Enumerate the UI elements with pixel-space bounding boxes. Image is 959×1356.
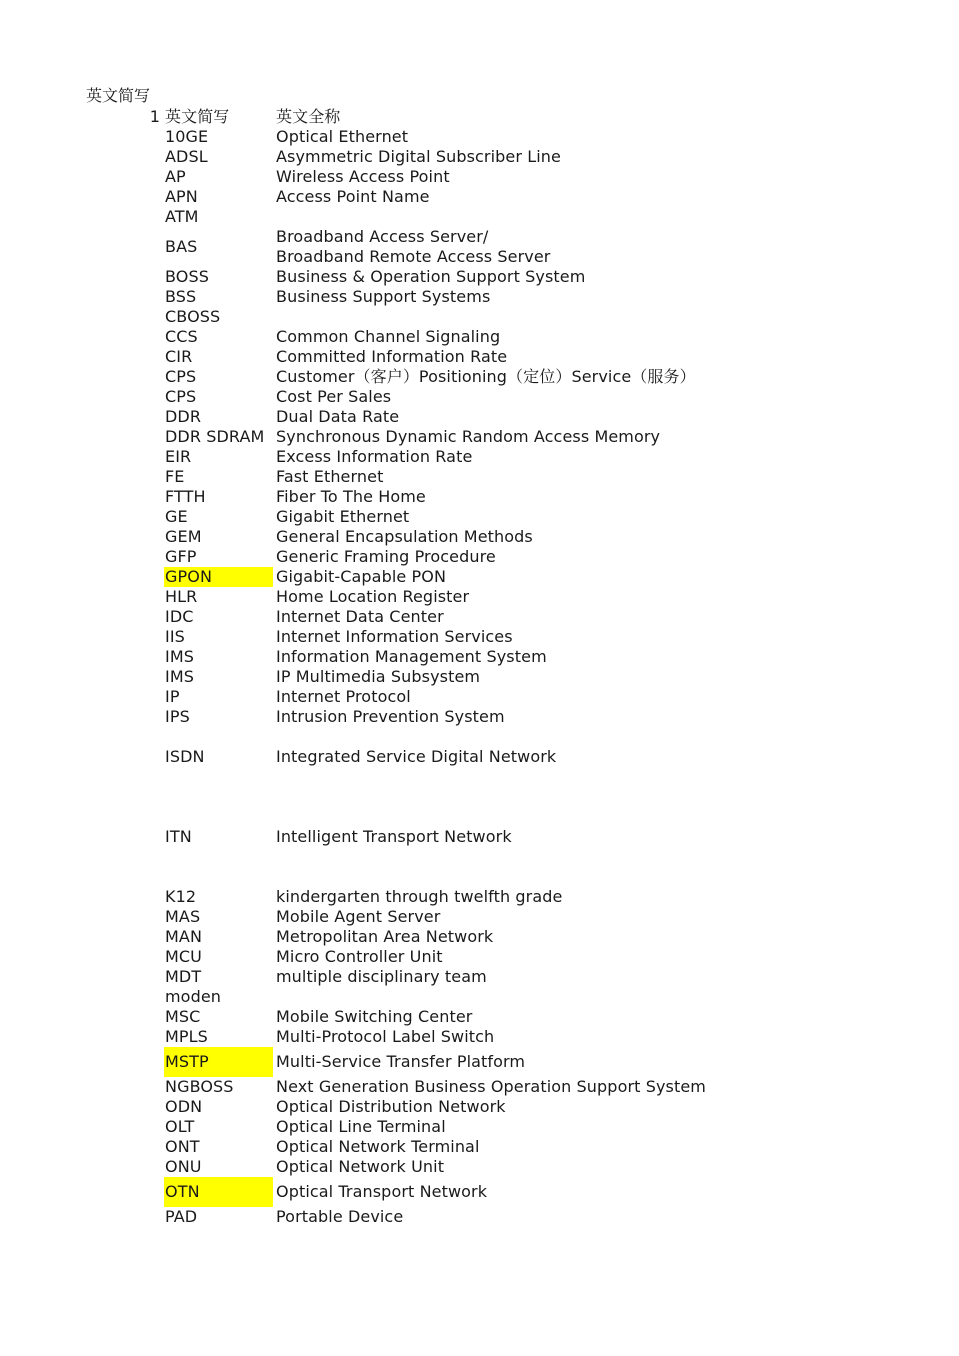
table-row	[140, 327, 920, 347]
full-name-cell	[276, 467, 920, 487]
full-name-line: Internet Data Center	[276, 607, 444, 626]
full-name-cell	[276, 1007, 920, 1027]
table-row	[140, 647, 920, 667]
full-name-cell	[276, 1182, 920, 1202]
abbr-cell: IDC	[165, 607, 194, 626]
abbr-cell: CPS	[165, 367, 197, 386]
full-name-cell	[276, 827, 920, 847]
table-row	[140, 1207, 920, 1227]
abbr-cell: ATM	[165, 207, 199, 226]
full-name-cell	[276, 547, 920, 567]
table-row	[140, 967, 920, 987]
abbr-cell: APN	[165, 187, 198, 206]
full-name-line: Internet Information Services	[276, 627, 513, 646]
table-row	[140, 607, 920, 627]
table-row	[140, 667, 920, 687]
full-name-cell	[276, 927, 920, 947]
abbr-cell: DDR	[165, 407, 202, 426]
header-full: 英文全称	[276, 107, 341, 126]
full-name-line: Optical Network Unit	[276, 1157, 445, 1176]
full-name-line: Portable Device	[276, 1207, 404, 1226]
full-name-line: Multi-Service Transfer Platform	[276, 1052, 526, 1071]
full-name-line: Business & Operation Support System	[276, 267, 586, 286]
full-name-line: Broadband Access Server/	[276, 227, 489, 246]
full-name-cell	[276, 427, 920, 447]
full-name-cell	[276, 487, 920, 507]
full-name-line: Internet Protocol	[276, 687, 411, 706]
abbr-cell: ADSL	[165, 147, 208, 166]
table-row	[140, 187, 920, 207]
table-row	[140, 687, 920, 707]
full-name-cell	[276, 147, 920, 167]
full-name-line: Optical Line Terminal	[276, 1117, 446, 1136]
table-row	[140, 527, 920, 547]
full-name-line: Integrated Service Digital Network	[276, 747, 557, 766]
abbr-cell: CBOSS	[165, 307, 221, 326]
full-name-line: Synchronous Dynamic Random Access Memory	[276, 427, 661, 446]
table-body	[140, 127, 920, 1227]
full-name-line: Generic Framing Procedure	[276, 547, 496, 566]
table-row	[140, 1097, 920, 1117]
table-row	[140, 307, 920, 327]
table-row	[140, 467, 920, 487]
full-name-cell	[276, 527, 920, 547]
table-row	[140, 1157, 920, 1177]
full-name-line: Gigabit-Capable PON	[276, 567, 447, 586]
full-name-cell	[276, 127, 920, 147]
abbr-cell: ISDN	[165, 747, 205, 766]
table-row	[140, 1047, 920, 1077]
abbr-cell: MAS	[165, 907, 201, 926]
full-name-line: Asymmetric Digital Subscriber Line	[276, 147, 561, 166]
table-row	[140, 887, 920, 907]
full-name-cell	[276, 567, 920, 587]
full-name-line: Access Point Name	[276, 187, 430, 206]
full-name-cell	[276, 407, 920, 427]
full-name-line: Fast Ethernet	[276, 467, 384, 486]
table-row	[140, 587, 920, 607]
abbr-cell: CPS	[165, 387, 197, 406]
table-row	[140, 207, 920, 227]
document-title: 英文简写	[86, 86, 151, 105]
abbr-cell: 10GE	[165, 127, 209, 146]
table-row	[140, 947, 920, 967]
abbr-cell: ODN	[165, 1097, 203, 1116]
table-row	[140, 747, 920, 767]
full-name-line: Dual Data Rate	[276, 407, 400, 426]
table-row	[140, 507, 920, 527]
full-name-cell	[276, 1137, 920, 1157]
table-row	[140, 1177, 920, 1207]
table-row	[140, 1117, 920, 1137]
abbr-cell: DDR SDRAM	[165, 427, 265, 446]
table-row	[140, 487, 920, 507]
full-name-line: General Encapsulation Methods	[276, 527, 533, 546]
table-row	[140, 447, 920, 467]
full-name-cell	[276, 187, 920, 207]
abbr-cell: moden	[165, 987, 222, 1006]
full-name-cell	[276, 667, 920, 687]
abbr-cell: ONT	[165, 1137, 200, 1156]
abbr-cell: IP	[165, 687, 180, 706]
full-name-cell	[276, 367, 920, 387]
table-row	[140, 907, 920, 927]
abbr-cell: IMS	[165, 667, 194, 686]
table-row	[140, 567, 920, 587]
abbr-cell: IIS	[165, 627, 185, 646]
full-name-cell	[276, 627, 920, 647]
table-row	[140, 347, 920, 367]
full-name-line: Optical Ethernet	[276, 127, 409, 146]
full-name-line: Broadband Remote Access Server	[276, 247, 551, 266]
full-name-cell	[276, 347, 920, 367]
full-name-cell	[276, 387, 920, 407]
table-row	[140, 287, 920, 307]
full-name-line: kindergarten through twelfth grade	[276, 887, 563, 906]
table-row	[140, 1027, 920, 1047]
full-name-cell	[276, 1207, 920, 1227]
abbr-cell: BOSS	[165, 267, 210, 286]
abbr-cell: MCU	[165, 947, 202, 966]
full-name-cell	[276, 1052, 920, 1072]
abbr-cell: GFP	[165, 547, 197, 566]
table-row	[140, 427, 920, 447]
full-name-line: Gigabit Ethernet	[276, 507, 410, 526]
full-name-cell	[276, 967, 920, 987]
table-row	[140, 547, 920, 567]
full-name-line: Multi-Protocol Label Switch	[276, 1027, 495, 1046]
abbr-cell: MAN	[165, 927, 203, 946]
header-abbr: 英文简写	[165, 107, 230, 126]
full-name-cell	[276, 1097, 920, 1117]
full-name-line: Business Support Systems	[276, 287, 491, 306]
table-row	[140, 127, 920, 147]
full-name-cell	[276, 607, 920, 627]
full-name-line: Committed Information Rate	[276, 347, 508, 366]
table-row	[140, 827, 920, 847]
abbr-cell: ITN	[165, 827, 192, 846]
table-row	[140, 627, 920, 647]
abbr-cell: OLT	[165, 1117, 195, 1136]
abbr-cell: MSTP	[164, 1047, 273, 1077]
abbr-cell: AP	[165, 167, 186, 186]
full-name-line: Home Location Register	[276, 587, 470, 606]
full-name-cell	[276, 947, 920, 967]
abbr-cell: GE	[165, 507, 188, 526]
abbr-cell: NGBOSS	[165, 1077, 234, 1096]
full-name-line: Wireless Access Point	[276, 167, 450, 186]
full-name-line: Intrusion Prevention System	[276, 707, 505, 726]
full-name-line: Fiber To The Home	[276, 487, 426, 506]
abbr-cell: CCS	[165, 327, 198, 346]
table-row	[140, 167, 920, 187]
full-name-cell	[276, 1117, 920, 1137]
abbr-cell: BAS	[165, 237, 198, 256]
table-row	[140, 407, 920, 427]
table-row	[140, 387, 920, 407]
header-index: 1	[149, 107, 160, 126]
full-name-line: Optical Network Terminal	[276, 1137, 480, 1156]
full-name-cell	[276, 287, 920, 307]
full-name-line: Cost Per Sales	[276, 387, 392, 406]
full-name-line: Optical Distribution Network	[276, 1097, 506, 1116]
abbr-cell: K12	[165, 887, 197, 906]
full-name-line: Next Generation Business Operation Support System	[276, 1077, 706, 1096]
abbr-cell: BSS	[165, 287, 197, 306]
full-name-line: Micro Controller Unit	[276, 947, 443, 966]
abbr-cell: EIR	[165, 447, 192, 466]
abbr-cell: MDT	[165, 967, 202, 986]
table-row	[140, 707, 920, 727]
full-name-cell	[276, 747, 920, 767]
full-name-line: IP Multimedia Subsystem	[276, 667, 481, 686]
full-name-cell	[276, 647, 920, 667]
full-name-line: Customer（客户）Positioning（定位）Service（服务）	[276, 367, 696, 386]
full-name-line: Mobile Switching Center	[276, 1007, 473, 1026]
full-name-cell	[276, 227, 920, 267]
table-header-row	[140, 107, 920, 127]
full-name-cell	[276, 327, 920, 347]
abbr-cell: MPLS	[165, 1027, 208, 1046]
full-name-cell	[276, 687, 920, 707]
table-row	[140, 367, 920, 387]
full-name-line: Mobile Agent Server	[276, 907, 441, 926]
abbreviation-table	[140, 107, 920, 1227]
table-row	[140, 1007, 920, 1027]
full-name-cell	[276, 447, 920, 467]
abbr-cell: MSC	[165, 1007, 201, 1026]
table-row	[140, 927, 920, 947]
table-row	[140, 1137, 920, 1157]
abbr-cell: PAD	[165, 1207, 198, 1226]
full-name-line: Common Channel Signaling	[276, 327, 501, 346]
full-name-line: multiple disciplinary team	[276, 967, 487, 986]
full-name-cell	[276, 507, 920, 527]
table-row	[140, 1077, 920, 1097]
abbr-cell: GPON	[164, 567, 273, 587]
full-name-cell	[276, 1077, 920, 1097]
full-name-cell	[276, 1157, 920, 1177]
table-row	[140, 147, 920, 167]
full-name-cell	[276, 587, 920, 607]
abbr-cell: FE	[165, 467, 185, 486]
table-row	[140, 227, 920, 267]
abbr-cell: IPS	[165, 707, 190, 726]
full-name-cell	[276, 887, 920, 907]
abbr-cell: CIR	[165, 347, 193, 366]
abbr-cell: GEM	[165, 527, 202, 546]
full-name-line: Optical Transport Network	[276, 1182, 488, 1201]
full-name-cell	[276, 167, 920, 187]
full-name-cell	[276, 1027, 920, 1047]
full-name-cell	[276, 267, 920, 287]
abbr-cell: HLR	[165, 587, 198, 606]
abbr-cell: ONU	[165, 1157, 202, 1176]
full-name-line: Intelligent Transport Network	[276, 827, 512, 846]
full-name-line: Information Management System	[276, 647, 547, 666]
full-name-line: Excess Information Rate	[276, 447, 473, 466]
full-name-cell	[276, 707, 920, 727]
table-row	[140, 267, 920, 287]
full-name-line: Metropolitan Area Network	[276, 927, 494, 946]
full-name-cell	[276, 907, 920, 927]
abbr-cell: OTN	[164, 1177, 273, 1207]
abbr-cell: IMS	[165, 647, 194, 666]
abbr-cell: FTTH	[165, 487, 206, 506]
table-row	[140, 987, 920, 1007]
